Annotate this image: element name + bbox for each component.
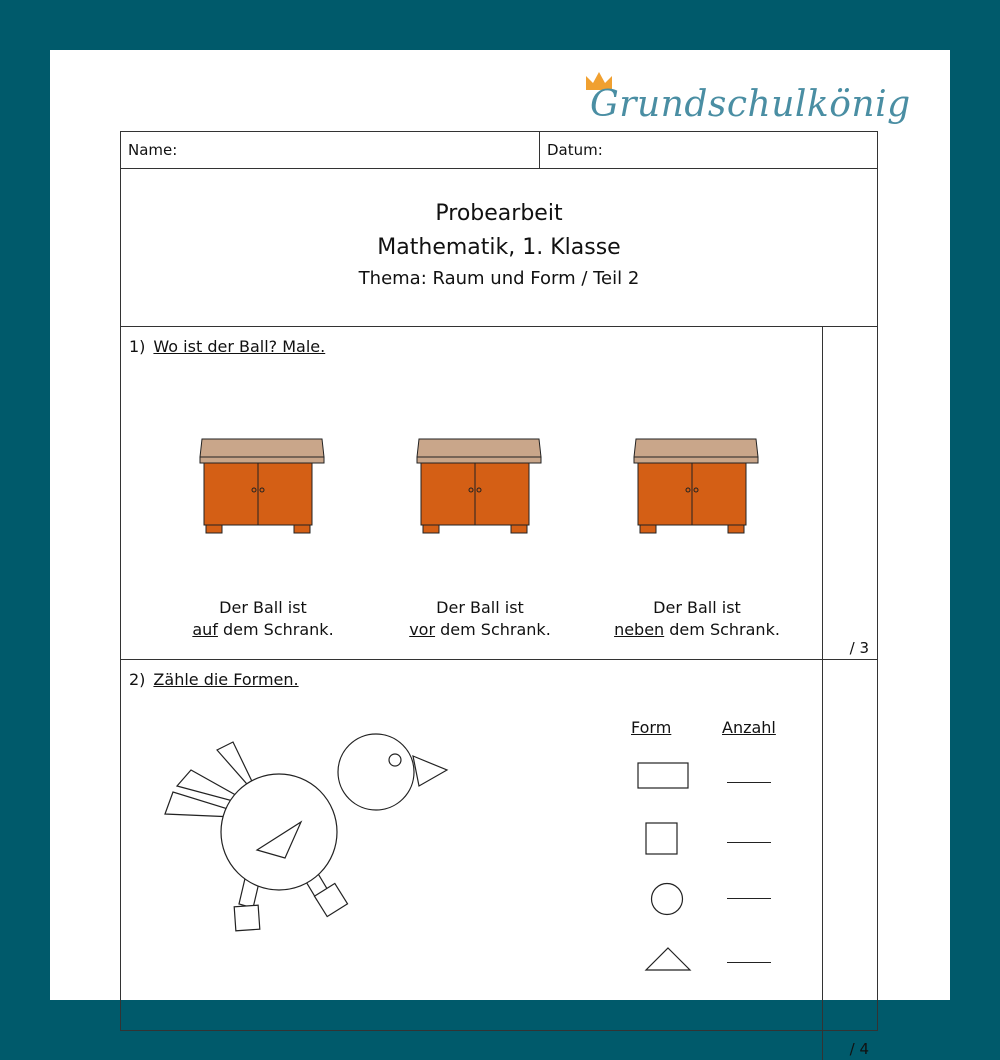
foot-square-icon	[234, 905, 260, 931]
shape-bird-icon	[151, 730, 451, 960]
count-blank-square[interactable]	[727, 842, 771, 843]
cabinet-caption-1	[153, 597, 373, 641]
count-column-header: Anzahl	[722, 718, 776, 737]
cabinet-item-1[interactable]	[153, 435, 373, 641]
count-blank-circle[interactable]	[727, 898, 771, 899]
task-1-number: 1)	[129, 337, 146, 356]
task-1-score: / 3	[849, 639, 869, 657]
name-cell[interactable]	[121, 132, 540, 168]
circle-icon	[650, 882, 684, 916]
cabinet-caption-3	[587, 597, 807, 641]
rectangle-icon	[637, 762, 689, 790]
form-column-header: Form	[631, 718, 672, 737]
worksheet	[50, 50, 950, 1058]
caption-keyword: auf	[192, 620, 218, 639]
task-2	[121, 660, 877, 1060]
title-block	[121, 169, 877, 327]
caption-line-2	[587, 619, 807, 641]
task-2-score-column	[822, 660, 877, 1060]
caption-rest: dem Schrank.	[435, 620, 551, 639]
date-cell[interactable]	[540, 132, 877, 168]
name-label: Name:	[128, 141, 178, 159]
brand-name: Grundschulkönig	[590, 84, 911, 125]
cabinet-item-2[interactable]	[370, 435, 590, 641]
page-subtitle: Mathematik, 1. Klasse	[377, 235, 621, 260]
caption-keyword: neben	[614, 620, 665, 639]
date-label: Datum:	[547, 141, 603, 159]
cabinet-item-3[interactable]	[587, 435, 807, 641]
task-2-heading	[129, 670, 299, 689]
square-icon	[645, 822, 679, 856]
beak-triangle-icon	[413, 756, 447, 786]
cabinet-caption-2	[370, 597, 590, 641]
caption-line: Der Ball ist	[436, 598, 524, 617]
cabinet-icon	[632, 435, 762, 535]
cabinet-icon	[415, 435, 545, 535]
caption-rest: dem Schrank.	[664, 620, 780, 639]
task-2-number: 2)	[129, 670, 146, 689]
count-blank-triangle[interactable]	[727, 962, 771, 963]
count-blank-rectangle[interactable]	[727, 782, 771, 783]
caption-line-2	[153, 619, 373, 641]
task-2-score: / 4	[849, 1040, 869, 1058]
header-row	[121, 132, 877, 169]
task-1-instruction: Wo ist der Ball? Male.	[153, 337, 326, 356]
triangle-icon	[644, 946, 692, 972]
task-2-instruction: Zähle die Formen.	[153, 670, 299, 689]
head-circle-icon	[338, 734, 414, 810]
eye-circle-icon	[389, 754, 401, 766]
cabinet-icon	[198, 435, 328, 535]
page-title: Probearbeit	[435, 201, 563, 226]
caption-rest: dem Schrank.	[217, 620, 334, 639]
task-1	[121, 327, 877, 660]
page-topic: Thema: Raum und Form / Teil 2	[358, 268, 640, 289]
caption-line-2	[370, 619, 590, 641]
caption-line: Der Ball ist	[219, 598, 307, 617]
caption-line: Der Ball ist	[653, 598, 741, 617]
caption-keyword: vor	[409, 620, 436, 639]
brand-logo	[590, 78, 920, 138]
body-circle-icon	[221, 774, 337, 890]
worksheet-frame	[120, 131, 878, 1058]
task-1-score-column	[822, 327, 877, 659]
task-1-heading	[129, 337, 325, 356]
